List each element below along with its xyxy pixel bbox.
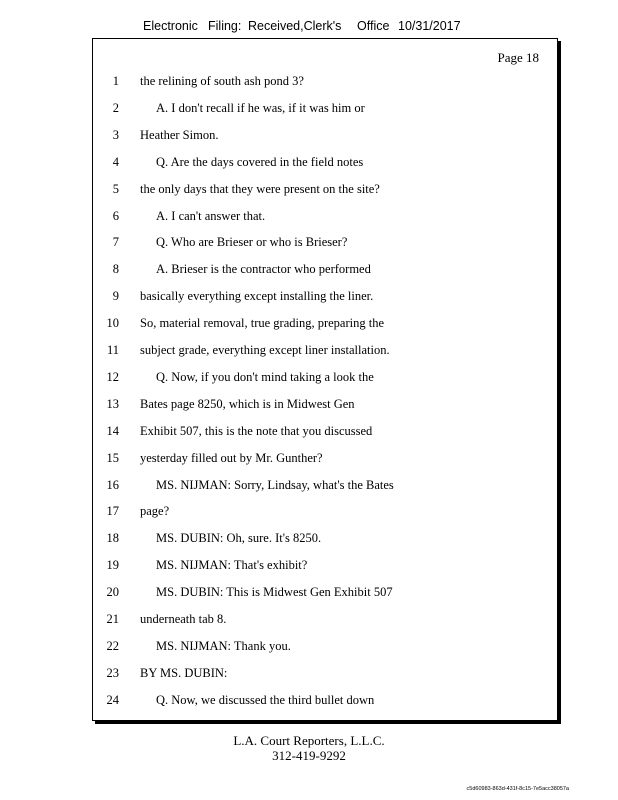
line-number: 10 bbox=[106, 316, 119, 331]
line-text: So, material removal, true grading, preparing the bbox=[140, 316, 385, 331]
line-text: A. I can't answer that. bbox=[156, 208, 266, 223]
document-hash: c5d60983-863d-431f-8c15-7e5acc38057a bbox=[466, 786, 569, 792]
transcript-line bbox=[93, 636, 557, 656]
line-text: A. Brieser is the contractor who performed bbox=[156, 262, 371, 277]
transcript-line bbox=[93, 690, 557, 710]
transcript-line bbox=[93, 232, 557, 252]
line-number: 17 bbox=[106, 504, 119, 519]
line-text: Q. Now, we discussed the third bullet down bbox=[156, 692, 375, 707]
transcript-line bbox=[93, 582, 557, 602]
line-number: 23 bbox=[106, 665, 119, 680]
line-text: Q. Are the days covered in the field notes bbox=[156, 154, 364, 169]
header-filing: Filing: bbox=[208, 19, 242, 33]
line-text: Heather Simon. bbox=[140, 127, 219, 142]
line-number: 1 bbox=[112, 74, 119, 88]
transcript-line bbox=[93, 663, 557, 683]
header-received: Received,Clerk's bbox=[248, 19, 342, 33]
line-number: 18 bbox=[106, 531, 119, 546]
line-number: 4 bbox=[112, 154, 119, 169]
line-text: MS. DUBIN: This is Midwest Gen Exhibit 507 bbox=[156, 585, 393, 600]
line-text: underneath tab 8. bbox=[140, 612, 227, 626]
line-number: 21 bbox=[106, 612, 119, 626]
line-number: 7 bbox=[112, 235, 119, 250]
transcript-line bbox=[93, 152, 557, 172]
transcript-line bbox=[93, 555, 557, 575]
transcript-line bbox=[93, 528, 557, 548]
line-text: BY MS. DUBIN: bbox=[140, 665, 228, 680]
line-text: MS. NIJMAN: That's exhibit? bbox=[156, 558, 308, 573]
transcript-line bbox=[93, 609, 557, 629]
transcript-line bbox=[93, 98, 557, 118]
line-text: subject grade, everything except liner installation. bbox=[140, 343, 390, 357]
line-text: basically everything except installing the liner. bbox=[140, 289, 374, 304]
transcript-line bbox=[93, 394, 557, 414]
line-number: 15 bbox=[106, 450, 119, 465]
line-text: yesterday filled out by Mr. Gunther? bbox=[140, 450, 323, 465]
transcript-line bbox=[93, 421, 557, 441]
transcript-line bbox=[93, 179, 557, 199]
header-date: 10/31/2017 bbox=[398, 19, 461, 33]
line-number: 8 bbox=[112, 262, 119, 277]
filing-header bbox=[0, 19, 618, 37]
footer-phone: 312-419-9292 bbox=[272, 748, 346, 763]
line-number: 19 bbox=[106, 558, 119, 573]
line-number: 22 bbox=[106, 638, 119, 653]
line-number: 20 bbox=[106, 585, 119, 600]
transcript-line bbox=[93, 501, 557, 521]
line-text: A. I don't recall if he was, if it was him or bbox=[156, 100, 365, 115]
line-number: 14 bbox=[106, 423, 119, 438]
line-number: 12 bbox=[106, 369, 119, 384]
page-number: Page 18 bbox=[497, 50, 539, 65]
line-text: Q. Now, if you don't mind taking a look the bbox=[156, 369, 374, 384]
header-office: Office bbox=[357, 19, 390, 33]
transcript-line bbox=[93, 313, 557, 333]
transcript-line bbox=[93, 259, 557, 279]
line-text: MS. DUBIN: Oh, sure. It's 8250. bbox=[156, 531, 322, 546]
line-text: Bates page 8250, which is in Midwest Gen bbox=[140, 396, 355, 411]
transcript-line bbox=[93, 71, 557, 91]
transcript-line bbox=[93, 125, 557, 145]
transcript-line bbox=[93, 448, 557, 468]
line-number: 3 bbox=[112, 127, 119, 142]
transcript-line bbox=[93, 475, 557, 495]
line-text: MS. NIJMAN: Sorry, Lindsay, what's the Bates bbox=[156, 477, 394, 492]
line-number: 5 bbox=[112, 181, 119, 196]
line-text: Exhibit 507, this is the note that you discussed bbox=[140, 423, 373, 438]
footer-company: L.A. Court Reporters, L.L.C. bbox=[233, 733, 385, 748]
line-number: 24 bbox=[106, 692, 119, 707]
line-number: 6 bbox=[112, 208, 119, 223]
line-number: 13 bbox=[106, 396, 119, 411]
line-text: page? bbox=[140, 504, 170, 519]
transcript-page bbox=[92, 38, 558, 721]
line-text: Q. Who are Brieser or who is Brieser? bbox=[156, 235, 348, 250]
transcript-line bbox=[93, 286, 557, 306]
transcript-line bbox=[93, 367, 557, 387]
line-text: MS. NIJMAN: Thank you. bbox=[156, 638, 291, 653]
line-number: 16 bbox=[106, 477, 119, 492]
transcript-line bbox=[93, 206, 557, 226]
header-electronic: Electronic bbox=[143, 19, 198, 33]
line-text: the only days that they were present on the site? bbox=[140, 181, 380, 196]
line-number: 2 bbox=[112, 100, 119, 115]
line-number: 9 bbox=[112, 289, 119, 304]
line-text: the relining of south ash pond 3? bbox=[140, 74, 304, 88]
line-number: 11 bbox=[106, 343, 119, 357]
transcript-line bbox=[93, 340, 557, 360]
